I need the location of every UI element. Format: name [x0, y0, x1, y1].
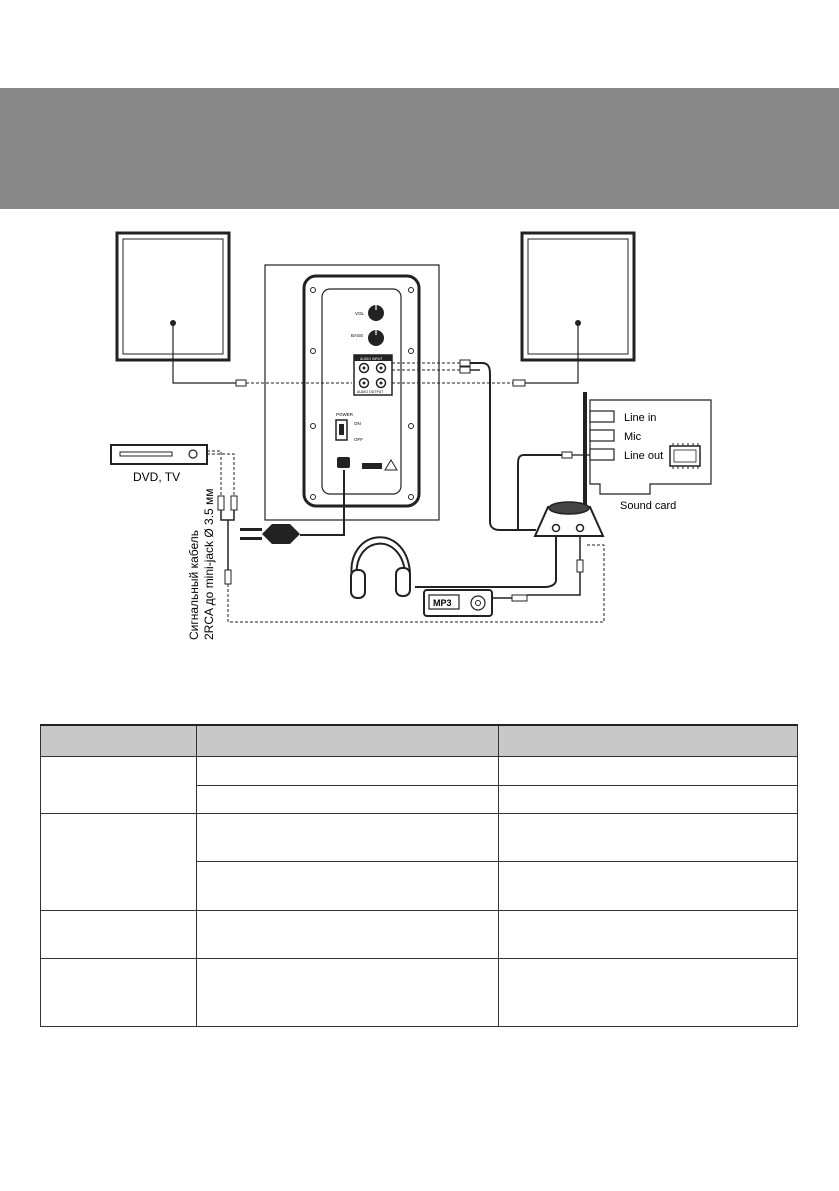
table-row — [41, 959, 798, 1027]
subwoofer-back-panel — [265, 265, 439, 520]
power-label: POWER — [336, 412, 354, 417]
power-plug — [240, 524, 300, 544]
bass-label: BASS — [351, 333, 364, 338]
table-cell — [41, 911, 197, 959]
table-row — [41, 757, 798, 786]
audio-input-label: AUDIO INPUT — [360, 357, 383, 361]
dvd-label: DVD, TV — [133, 470, 181, 484]
table-cell — [499, 814, 798, 862]
table-cell — [197, 959, 499, 1027]
line-in-label: Line in — [624, 412, 657, 424]
table-cell — [499, 786, 798, 814]
table-cell — [197, 786, 499, 814]
table-cell — [41, 757, 197, 814]
table-cell — [197, 814, 499, 862]
dvd-player — [111, 445, 207, 484]
sound-card-label: Sound card — [620, 500, 677, 512]
mp3-player — [424, 590, 492, 616]
table-header-row — [41, 725, 798, 757]
control-pod — [535, 502, 603, 536]
header-cell — [197, 725, 499, 757]
table-cell — [197, 911, 499, 959]
mic-label: Mic — [624, 431, 642, 443]
sound-card — [583, 392, 711, 512]
table-cell — [197, 862, 499, 911]
table-cell — [499, 862, 798, 911]
audio-output-label: AUDIO OUTPUT — [357, 390, 384, 394]
header-cell — [499, 725, 798, 757]
line-out-label: Line out — [624, 450, 664, 462]
table-cell — [499, 757, 798, 786]
table-cell — [41, 814, 197, 911]
table-cell — [499, 911, 798, 959]
headphones — [351, 537, 410, 598]
table-cell — [41, 959, 197, 1027]
vol-label: VOL — [355, 311, 365, 316]
table-cell — [197, 757, 499, 786]
cable-caption-line2: 2RCA до mini-jack Ø 3.5 мм — [202, 488, 216, 640]
on-label: ON — [354, 421, 361, 426]
mp3-label: MP3 — [433, 598, 452, 608]
off-label: OFF — [354, 437, 363, 442]
cable-caption-line1: Сигнальный кабель — [187, 529, 201, 640]
table-row — [41, 911, 798, 959]
table-row — [41, 814, 798, 862]
header-cell — [41, 725, 197, 757]
table-cell — [499, 959, 798, 1027]
spec-table — [40, 724, 798, 1027]
